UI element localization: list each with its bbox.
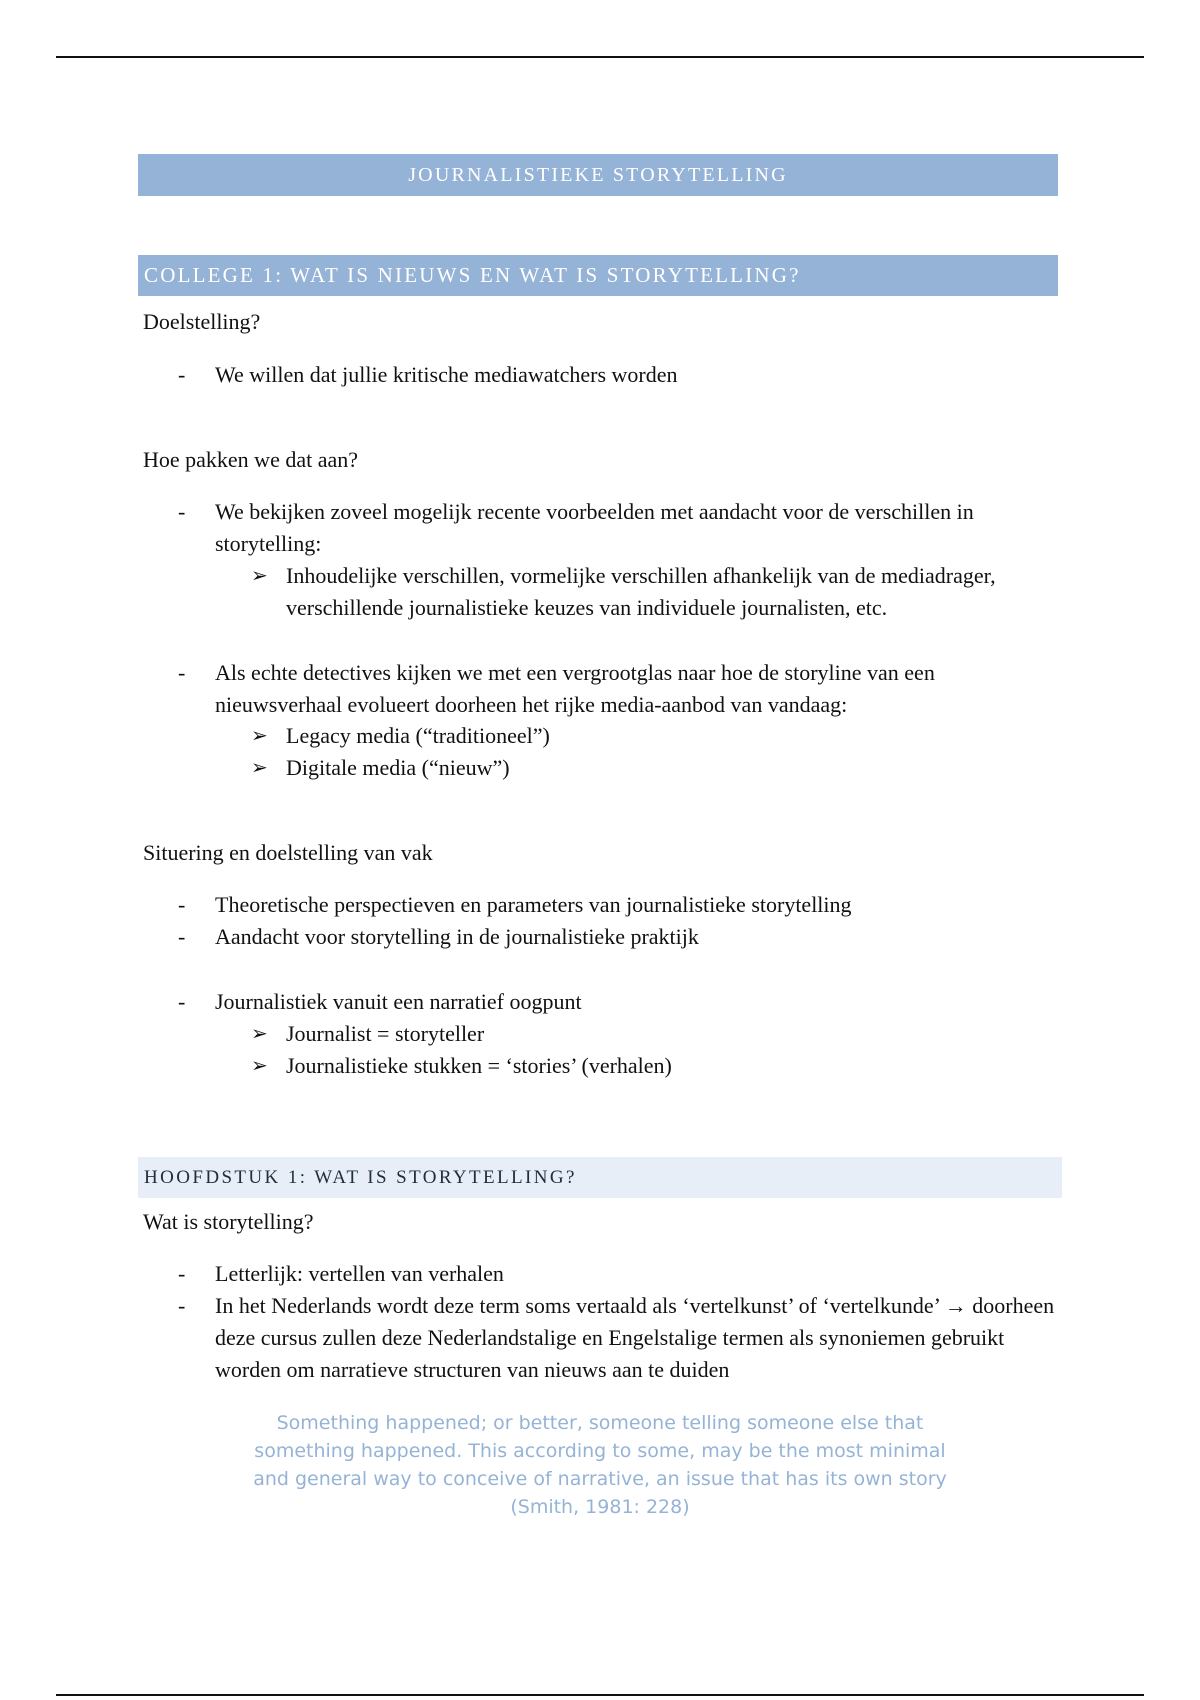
list-item	[178, 986, 1058, 1018]
sub-list-item	[251, 720, 1051, 752]
list-item-text: We bekijken zoveel mogelijk recente voorbeelden met aandacht voor de verschillen in storytelling:	[215, 499, 974, 556]
dash-bullet: -	[178, 989, 186, 1014]
block-quote: Something happened; or better, someone telling someone else that something happened. This according to some, may be the most minimal and general way to conceive of narrative, an issue that has its own story (Smith, 1981: 228)	[253, 1412, 947, 1518]
list-item-text: Journalistiek vanuit een narratief oogpunt	[215, 989, 582, 1014]
sub-list-item	[251, 1018, 1051, 1050]
doelstelling-question: Doelstelling?	[143, 309, 261, 334]
list-item	[178, 1290, 1058, 1386]
situering-question: Situering en doelstelling van vak	[143, 840, 433, 865]
chapter-heading: HOOFDSTUK 1: WAT IS STORYTELLING?	[138, 1157, 1062, 1198]
list-item-text: Aandacht voor storytelling in de journalistieke praktijk	[215, 924, 699, 949]
list-item-text: Letterlijk: vertellen van verhalen	[215, 1261, 504, 1286]
list-item	[178, 921, 1058, 953]
arrow-bullet-icon: ➢	[251, 565, 268, 587]
storytelling-question: Wat is storytelling?	[143, 1209, 314, 1234]
sub-list-item	[251, 560, 1051, 624]
sub-list-item	[251, 752, 1051, 784]
list-item	[178, 657, 1058, 721]
arrow-bullet-icon: ➢	[251, 1023, 268, 1045]
sub-list-item	[251, 1050, 1051, 1082]
list-item	[178, 889, 1058, 921]
dash-bullet: -	[178, 660, 186, 685]
list-item	[178, 359, 1058, 391]
document-title: JOURNALISTIEKE STORYTELLING	[138, 154, 1062, 196]
list-item-text: We willen dat jullie kritische mediawatchers worden	[215, 362, 678, 387]
dash-bullet: -	[178, 499, 186, 524]
college-heading: COLLEGE 1: WAT IS NIEUWS EN WAT IS STORYTELLING?	[138, 255, 1062, 296]
dash-bullet: -	[178, 362, 186, 387]
list-item	[178, 1258, 1058, 1290]
aanpak-question: Hoe pakken we dat aan?	[143, 447, 359, 472]
arrow-bullet-icon: ➢	[251, 725, 268, 747]
sub-list-item-text: Inhoudelijke verschillen, vormelijke verschillen afhankelijk van de mediadrager, verschillende journalistieke keuzes van individuele journalisten, etc.	[286, 563, 996, 620]
sub-list-item-text: Digitale media (“nieuw”)	[286, 755, 510, 780]
list-item	[178, 496, 1058, 560]
arrow-bullet-icon: ➢	[251, 757, 268, 779]
dash-bullet: -	[178, 892, 186, 917]
list-item-text: Als echte detectives kijken we met een vergrootglas naar hoe de storyline van een nieuwsverhaal evolueert doorheen het rijke media-aanbod van vandaag:	[215, 660, 935, 717]
list-item-text: In het Nederlands wordt deze term soms vertaald als ‘vertelkunst’ of ‘vertelkunde’ → doorheen deze cursus zullen deze Nederlandstalige en Engelstalige termen als synoniemen gebruikt worden om narratieve structuren van nieuws aan te duiden	[215, 1293, 1055, 1382]
top-rule	[56, 56, 1144, 58]
dash-bullet: -	[178, 1261, 186, 1286]
dash-bullet: -	[178, 924, 186, 949]
sub-list-item-text: Journalistieke stukken = ‘stories’ (verhalen)	[286, 1053, 672, 1078]
arrow-bullet-icon: ➢	[251, 1055, 268, 1077]
sub-list-item-text: Legacy media (“traditioneel”)	[286, 723, 550, 748]
sub-list-item-text: Journalist = storyteller	[286, 1021, 485, 1046]
list-item-text: Theoretische perspectieven en parameters van journalistieke storytelling	[215, 892, 852, 917]
bottom-rule	[56, 1694, 1144, 1696]
dash-bullet: -	[178, 1293, 186, 1318]
